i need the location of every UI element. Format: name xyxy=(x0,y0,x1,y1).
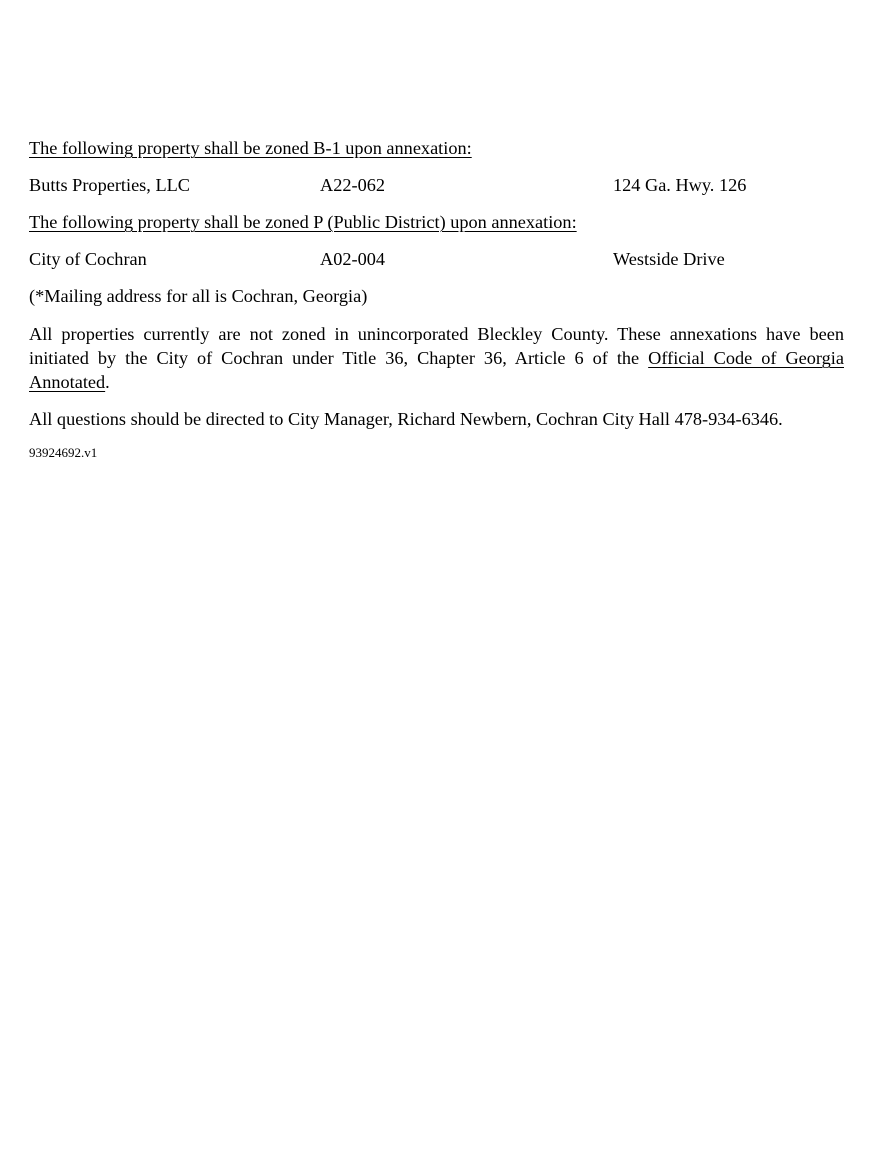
zoning-paragraph-text: All properties currently are not zoned in unincorporated Bleckley County. These annexations have been initiated by the City of Cochran under Title 36, Chapter 36, Article 6 of the xyxy=(29,324,844,368)
p-zoning-heading: The following property shall be zoned P (Public District) upon annexation: xyxy=(29,212,577,232)
p-parcel-number: A02-004 xyxy=(320,249,385,269)
official-code-title: Official Code of Georgia Annotated xyxy=(29,348,844,392)
b1-address: 124 Ga. Hwy. 126 xyxy=(613,175,747,195)
document-id: 93924692.v1 xyxy=(29,445,98,460)
b1-property-row xyxy=(0,173,877,197)
p-address: Westside Drive xyxy=(613,249,725,269)
b1-parcel-number: A22-062 xyxy=(320,175,385,195)
contact-line: All questions should be directed to City Manager, Richard Newbern, Cochran City Hall 478-934-6346. xyxy=(29,409,783,429)
p-owner: City of Cochran xyxy=(29,249,147,269)
b1-owner: Butts Properties, LLC xyxy=(29,175,190,195)
mailing-address-note: (*Mailing address for all is Cochran, Georgia) xyxy=(29,286,368,306)
b1-zoning-heading: The following property shall be zoned B-1 upon annexation: xyxy=(29,138,472,158)
p-property-row xyxy=(0,247,877,271)
zoning-paragraph xyxy=(29,322,844,394)
zoning-paragraph-end: . xyxy=(105,372,110,392)
